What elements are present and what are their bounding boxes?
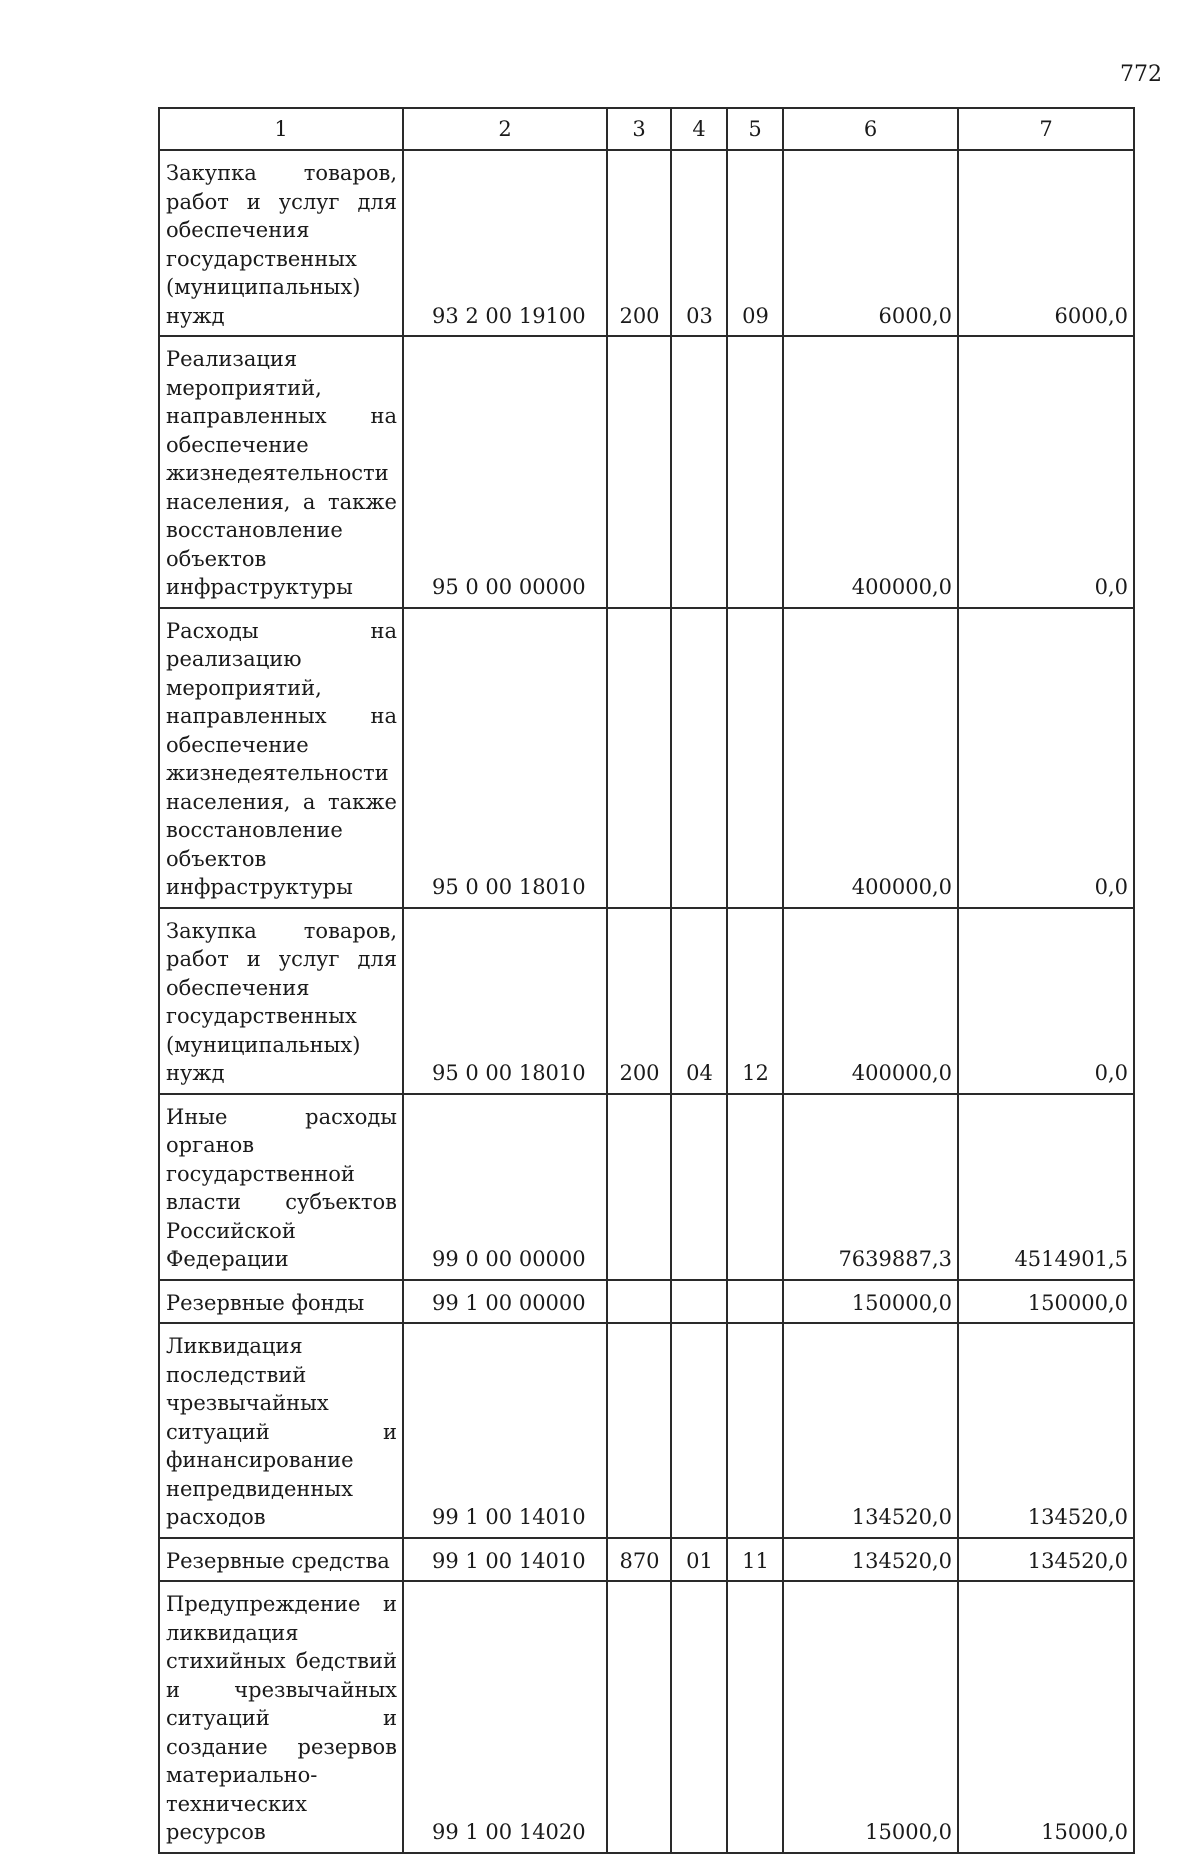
row-code: 99 1 00 14020 — [403, 1581, 607, 1853]
row-code: 99 1 00 14010 — [403, 1538, 607, 1582]
row-col6: 134520,0 — [783, 1538, 958, 1582]
row-col4: 01 — [671, 1538, 727, 1582]
header-cell: 1 — [159, 108, 403, 150]
table-row — [159, 1581, 1134, 1853]
row-col3 — [607, 1094, 671, 1280]
row-code: 93 2 00 19100 — [403, 150, 607, 336]
row-name: Иные расходы органов государственной власти субъектов Российской Федерации — [159, 1094, 403, 1280]
row-col4: 04 — [671, 908, 727, 1094]
row-code: 95 0 00 18010 — [403, 608, 607, 908]
row-col3: 870 — [607, 1538, 671, 1582]
table-row — [159, 1538, 1134, 1582]
row-col5: 12 — [727, 908, 783, 1094]
row-col3: 200 — [607, 908, 671, 1094]
row-col7: 0,0 — [958, 908, 1134, 1094]
row-col7: 6000,0 — [958, 150, 1134, 336]
table-row — [159, 1094, 1134, 1280]
table-row — [159, 908, 1134, 1094]
row-col7: 134520,0 — [958, 1538, 1134, 1582]
row-col5: 11 — [727, 1538, 783, 1582]
header-cell: 2 — [403, 108, 607, 150]
row-name: Реализация мероприятий, направленных на обеспечение жизнедеятельности населения, а также восстановление объектов инфраструктуры — [159, 336, 403, 608]
row-name: Ликвидация последствий чрезвычайных ситуаций и финансирование непредвиденных расходов — [159, 1323, 403, 1538]
row-col6: 6000,0 — [783, 150, 958, 336]
row-col4 — [671, 336, 727, 608]
row-code: 99 0 00 00000 — [403, 1094, 607, 1280]
header-cell: 3 — [607, 108, 671, 150]
table-row — [159, 608, 1134, 908]
row-col5 — [727, 336, 783, 608]
header-cell: 7 — [958, 108, 1134, 150]
row-col7: 134520,0 — [958, 1323, 1134, 1538]
row-name: Предупреждение и ликвидация стихийных бедствий и чрезвычайных ситуаций и создание резервов материально-технических ресурсов — [159, 1581, 403, 1853]
row-col4 — [671, 1094, 727, 1280]
row-name: Закупка товаров, работ и услуг для обеспечения государственных (муниципальных) нужд — [159, 908, 403, 1094]
table-row — [159, 1280, 1134, 1324]
row-name: Расходы на реализацию мероприятий, направленных на обеспечение жизнедеятельности населения, а также восстановление объектов инфраструктуры — [159, 608, 403, 908]
row-col6: 150000,0 — [783, 1280, 958, 1324]
row-col3 — [607, 1323, 671, 1538]
row-col6: 400000,0 — [783, 908, 958, 1094]
row-name: Резервные фонды — [159, 1280, 403, 1324]
row-code: 95 0 00 00000 — [403, 336, 607, 608]
row-code: 99 1 00 14010 — [403, 1323, 607, 1538]
row-col3 — [607, 608, 671, 908]
row-col6: 134520,0 — [783, 1323, 958, 1538]
table-header-row — [159, 108, 1134, 150]
row-col3: 200 — [607, 150, 671, 336]
row-col5 — [727, 1280, 783, 1324]
row-col6: 15000,0 — [783, 1581, 958, 1853]
row-col4 — [671, 608, 727, 908]
table-row — [159, 1323, 1134, 1538]
row-col5 — [727, 608, 783, 908]
table-row — [159, 150, 1134, 336]
row-name: Резервные средства — [159, 1538, 403, 1582]
row-col6: 7639887,3 — [783, 1094, 958, 1280]
row-col6: 400000,0 — [783, 336, 958, 608]
budget-table — [158, 107, 1135, 1854]
row-col7: 0,0 — [958, 336, 1134, 608]
row-col7: 150000,0 — [958, 1280, 1134, 1324]
page-number: 772 — [1120, 62, 1162, 87]
row-col5 — [727, 1581, 783, 1853]
row-col4 — [671, 1280, 727, 1324]
row-name: Закупка товаров, работ и услуг для обеспечения государственных (муниципальных) нужд — [159, 150, 403, 336]
row-col3 — [607, 1581, 671, 1853]
row-code: 99 1 00 00000 — [403, 1280, 607, 1324]
header-cell: 6 — [783, 108, 958, 150]
header-cell: 4 — [671, 108, 727, 150]
row-col5 — [727, 1094, 783, 1280]
table-row — [159, 336, 1134, 608]
row-col4: 03 — [671, 150, 727, 336]
row-col7: 15000,0 — [958, 1581, 1134, 1853]
header-cell: 5 — [727, 108, 783, 150]
row-col7: 0,0 — [958, 608, 1134, 908]
row-col3 — [607, 336, 671, 608]
row-col4 — [671, 1581, 727, 1853]
row-col5: 09 — [727, 150, 783, 336]
row-col5 — [727, 1323, 783, 1538]
row-col7: 4514901,5 — [958, 1094, 1134, 1280]
row-col6: 400000,0 — [783, 608, 958, 908]
row-col3 — [607, 1280, 671, 1324]
row-col4 — [671, 1323, 727, 1538]
row-code: 95 0 00 18010 — [403, 908, 607, 1094]
